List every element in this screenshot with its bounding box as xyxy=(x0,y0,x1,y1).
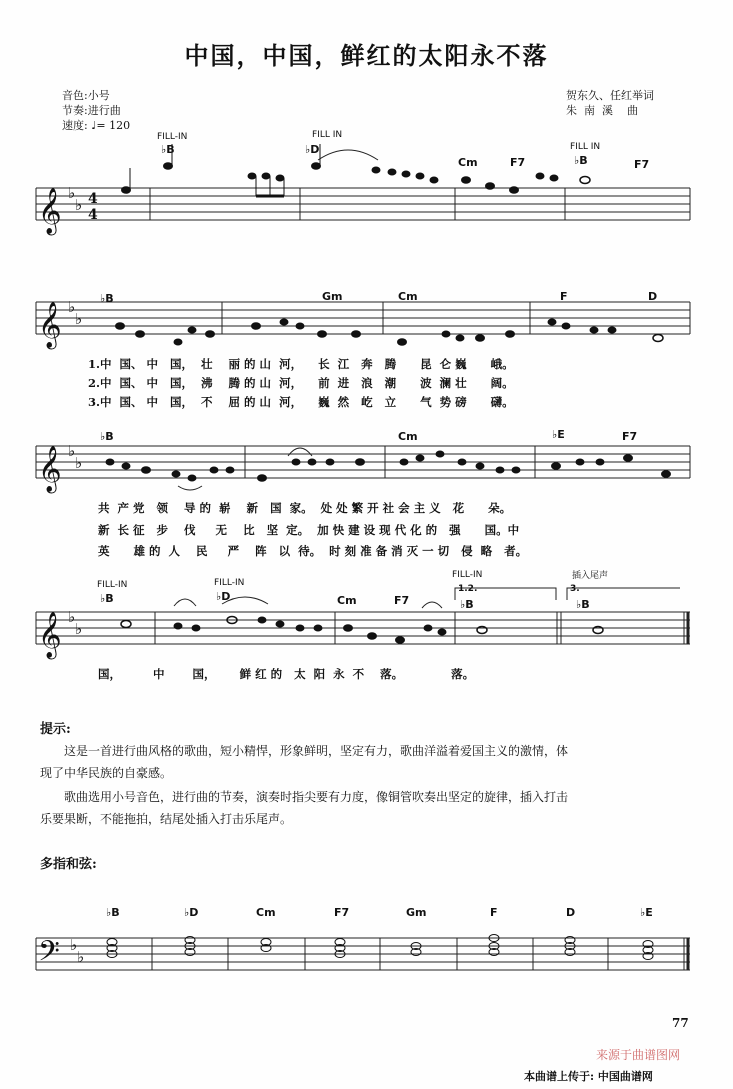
chord-symbol: Cm xyxy=(398,290,418,303)
svg-text:♭: ♭ xyxy=(77,948,85,966)
lyric-line: 国， 中 国， 鲜 红 的 太 阳 永 不 落。 落。 xyxy=(98,667,475,681)
svg-text:♭: ♭ xyxy=(75,310,83,328)
svg-text:♭: ♭ xyxy=(68,608,76,626)
chord-symbol: ♭B xyxy=(100,430,114,443)
chord-symbol: F7 xyxy=(394,594,410,607)
chord-symbol: ♭D xyxy=(305,143,320,156)
chord-symbol: ♭B xyxy=(460,598,474,611)
svg-text:𝄞: 𝄞 xyxy=(38,188,62,234)
chord-label: ♭B xyxy=(106,906,120,919)
chord-symbol: Gm xyxy=(322,290,343,303)
svg-text:𝄞: 𝄞 xyxy=(38,612,62,658)
svg-text:♭: ♭ xyxy=(75,620,83,638)
hint-heading: 提示: xyxy=(40,722,71,737)
lyric-line: 2.中 国、 中 国， 沸 腾 的 山 河， 前 进 浪 潮 波 澜 壮 阔。 xyxy=(88,376,514,390)
fill-in-mark: FILL-IN xyxy=(214,578,245,588)
chord-symbol: F7 xyxy=(634,158,650,171)
hint-paragraph: 现了中华民族的自豪感。 xyxy=(40,766,173,780)
svg-text:4: 4 xyxy=(88,191,98,207)
tempo-label: 速度: ♩= 120 xyxy=(62,119,131,132)
chord-symbol: ♭B xyxy=(576,598,590,611)
svg-text:4: 4 xyxy=(88,207,98,223)
staff-4 xyxy=(36,588,690,644)
hint-paragraph: 乐要果断，不能拖拍，结尾处插入打击乐尾声。 xyxy=(40,812,293,826)
chord-symbol: ♭B xyxy=(161,143,175,156)
staff-1 xyxy=(36,188,690,220)
svg-text:♭: ♭ xyxy=(70,936,78,954)
chord-symbol: Cm xyxy=(398,430,418,443)
fill-in-mark: FILL-IN xyxy=(97,580,128,590)
volta-third: 3. xyxy=(570,584,580,594)
svg-text:♭: ♭ xyxy=(68,298,76,316)
lyric-line: 1.中 国、 中 国， 壮 丽 的 山 河， 长 江 奔 腾 昆 仑 巍 峨。 xyxy=(88,357,514,371)
svg-text:𝄢: 𝄢 xyxy=(38,935,60,975)
svg-text:♭: ♭ xyxy=(75,196,83,214)
watermark-text: 来源于曲谱图网 xyxy=(596,1048,681,1062)
svg-text:𝄞: 𝄞 xyxy=(38,302,62,348)
multi-finger-heading: 多指和弦: xyxy=(40,857,97,872)
lyricist-credit: 贺东久、任红举词 xyxy=(566,89,654,102)
chord-symbol: Cm xyxy=(458,156,478,169)
svg-text:♭: ♭ xyxy=(68,184,76,202)
interlude-label: 插入尾声 xyxy=(572,571,609,581)
chord-label: Gm xyxy=(406,906,427,919)
hint-paragraph: 这是一首进行曲风格的歌曲，短小精悍，形象鲜明，坚定有力，歌曲洋溢着爱国主义的激情，体 xyxy=(64,744,569,758)
page-number: 77 xyxy=(672,1016,689,1030)
chord-symbol: D xyxy=(648,290,658,303)
svg-text:♭: ♭ xyxy=(75,454,83,472)
lyric-line: 新 长 征 步 伐 无 比 坚 定。 加 快 建 设 现 代 化 的 强 国。中 xyxy=(98,523,520,537)
fill-in-mark: FILL-IN xyxy=(157,132,188,142)
fill-in-mark: FILL IN xyxy=(570,142,601,152)
chord-symbol: Cm xyxy=(337,594,357,607)
chord-symbol: F7 xyxy=(510,156,526,169)
svg-text:𝄞: 𝄞 xyxy=(38,446,62,492)
svg-text:♭: ♭ xyxy=(68,442,76,460)
fill-in-mark: FILL-IN xyxy=(452,570,483,580)
lyric-line: 英 雄 的 人 民 严 阵 以 待。 时 刻 准 备 消 灭 一 切 侵 略 者。 xyxy=(98,544,528,558)
lyric-line: 共 产 党 领 导 的 崭 新 国 家。 处 处 繁 开 社 会 主 义 花 朵。 xyxy=(98,501,512,515)
song-title: 中国，中国，鲜红的太阳永不落 xyxy=(184,41,549,70)
footer-source: 本曲谱上传于: 中国曲谱网 xyxy=(524,1070,653,1083)
bass-staff xyxy=(36,938,690,970)
chord-symbol: F xyxy=(560,290,568,303)
chord-symbol: ♭B xyxy=(100,292,114,305)
chord-label: D xyxy=(566,906,576,919)
chord-symbol: F7 xyxy=(622,430,638,443)
timbre-label: 音色:小号 xyxy=(62,89,110,102)
rhythm-label: 节奏:进行曲 xyxy=(62,104,121,117)
chord-label: ♭E xyxy=(640,906,653,919)
chord-symbol: ♭E xyxy=(552,428,565,441)
chord-label: ♭D xyxy=(184,906,199,919)
fill-in-mark: FILL IN xyxy=(312,130,343,140)
chord-symbol: ♭B xyxy=(100,592,114,605)
chord-label: F xyxy=(490,906,498,919)
lyric-line: 3.中 国、 中 国， 不 屈 的 山 河， 巍 然 屹 立 气 势 磅 礴。 xyxy=(88,395,514,409)
chord-label: Cm xyxy=(256,906,276,919)
hint-paragraph: 歌曲选用小号音色，进行曲的节奏，演奏时指尖要有力度，像铜管吹奏出坚定的旋律，插入打击 xyxy=(64,790,569,804)
chord-label: F7 xyxy=(334,906,350,919)
chord-symbol: ♭D xyxy=(216,590,231,603)
chord-symbol: ♭B xyxy=(574,154,588,167)
composer-credit: 朱 南 溪 曲 xyxy=(566,104,638,117)
volta-first: 1.2. xyxy=(458,584,478,594)
